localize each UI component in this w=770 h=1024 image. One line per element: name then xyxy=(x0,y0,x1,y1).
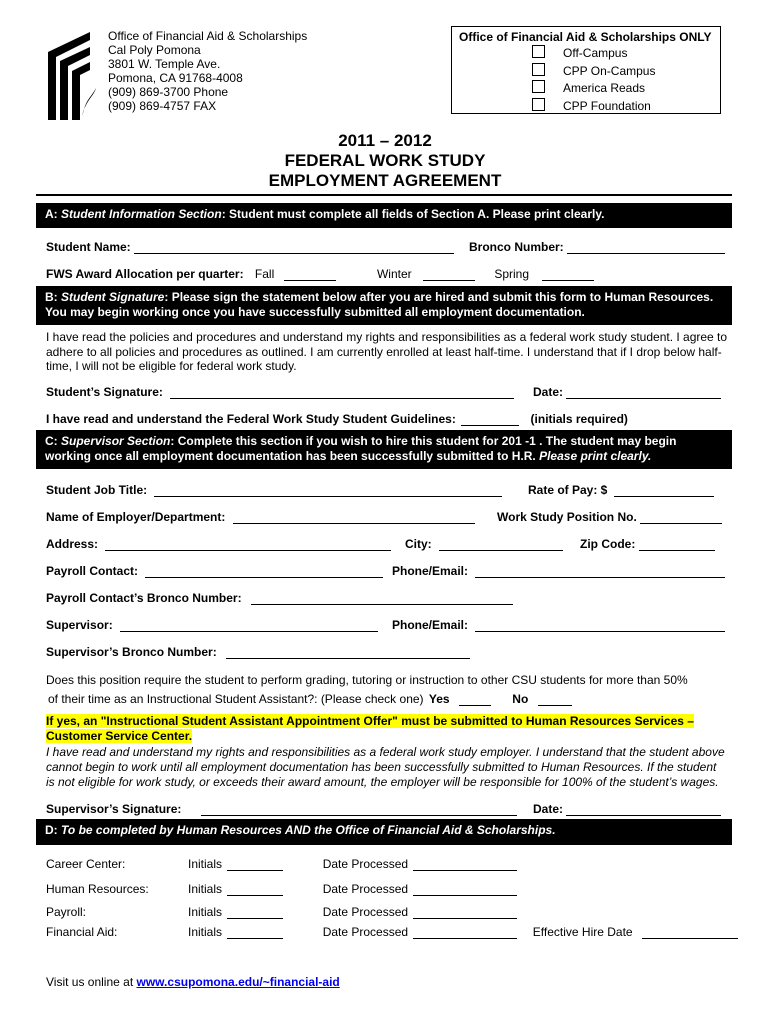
supervisor-row: Supervisor: xyxy=(46,618,378,632)
cpp-logo xyxy=(46,30,96,120)
section-a-header: A: Student Information Section: Student must complete all fields of Section A. Please print clearly. xyxy=(36,203,732,228)
bronco-number-row: Bronco Number: xyxy=(469,240,725,254)
student-date-row: Date: xyxy=(533,385,721,399)
zip-field[interactable] xyxy=(639,549,715,551)
supervisor-bronco-row: Supervisor’s Bronco Number: xyxy=(46,645,470,659)
date-processed-field[interactable] xyxy=(413,937,517,939)
supervisor-signature-row: Supervisor’s Signature: xyxy=(46,802,517,816)
office-name: Office of Financial Aid & Scholarships xyxy=(108,29,308,43)
office-address xyxy=(108,29,307,113)
initials-field[interactable] xyxy=(227,917,283,919)
checkbox[interactable] xyxy=(532,63,545,76)
office-only-title: Office of Financial Aid & Scholarships ONLY xyxy=(459,30,712,44)
student-date-field[interactable] xyxy=(566,397,721,399)
rate-of-pay-field[interactable] xyxy=(614,495,714,497)
fws-award-row: FWS Award Allocation per quarter: Fall Winter Spring xyxy=(46,267,594,281)
job-title-field[interactable] xyxy=(154,495,502,497)
bronco-number-field[interactable] xyxy=(567,252,725,254)
spring-field[interactable] xyxy=(542,279,594,281)
supervisor-date-row: Date: xyxy=(533,802,721,816)
office-fax: (909) 869-4757 FAX xyxy=(108,99,217,113)
supervisor-signature-field[interactable] xyxy=(201,814,517,816)
student-name-row: Student Name: xyxy=(46,240,454,254)
initials-field[interactable] xyxy=(227,937,283,939)
employer-row: Name of Employer/Department: xyxy=(46,510,475,524)
office-school: Cal Poly Pomona xyxy=(108,43,201,57)
payroll-contact-row: Payroll Contact: xyxy=(46,564,383,578)
payroll-phone-field[interactable] xyxy=(475,576,725,578)
payroll-contact-field[interactable] xyxy=(145,576,383,578)
position-no-field[interactable] xyxy=(640,522,722,524)
city-row: City: xyxy=(405,537,563,551)
office-only-option[interactable]: America Reads xyxy=(532,80,655,98)
section-b-header: B: Student Signature: Please sign the statement below after you are hired and submit this form to Human Resources. You may begin working once you have successfully submitted all employment documentation. xyxy=(36,286,732,325)
zip-row: Zip Code: xyxy=(580,537,715,551)
rate-of-pay-row: Rate of Pay: $ xyxy=(528,483,714,497)
initials-field[interactable] xyxy=(227,869,283,871)
supervisor-field[interactable] xyxy=(120,630,378,632)
employer-field[interactable] xyxy=(233,522,475,524)
processing-row: Human Resources: Initials Date Processed xyxy=(46,882,517,896)
date-processed-field[interactable] xyxy=(413,869,517,871)
isa-question-choice: of their time as an Instructional Student Assistant?: (Please check one) Yes No xyxy=(48,692,572,706)
job-title-row: Student Job Title: xyxy=(46,483,502,497)
section-c-header: C: Supervisor Section: Complete this section if you wish to hire this student for 201 -1 . The student may begin working once all employment documentation has been successfully submitted to H.R. Please print clearly. xyxy=(36,430,732,469)
effective-hire-date-field[interactable] xyxy=(642,937,738,939)
supervisor-phone-row: Phone/Email: xyxy=(392,618,725,632)
yes-field[interactable] xyxy=(459,704,491,706)
supervisor-date-field[interactable] xyxy=(566,814,721,816)
payroll-bronco-field[interactable] xyxy=(251,603,513,605)
checkbox[interactable] xyxy=(532,45,545,58)
student-name-field[interactable] xyxy=(134,252,454,254)
checkbox[interactable] xyxy=(532,80,545,93)
payroll-phone-row: Phone/Email: xyxy=(392,564,725,578)
student-signature-row: Student’s Signature: xyxy=(46,385,514,399)
winter-field[interactable] xyxy=(423,279,475,281)
office-only-option[interactable]: CPP On-Campus xyxy=(532,63,655,81)
footer: Visit us online at www.csupomona.edu/~financial-aid xyxy=(46,975,340,989)
guidelines-row: I have read and understand the Federal Work Study Student Guidelines: (initials required) xyxy=(46,412,628,426)
address-row: Address: xyxy=(46,537,391,551)
processing-row: Financial Aid: Initials Date Processed Effective Hire Date xyxy=(46,925,738,939)
office-street: 3801 W. Temple Ave. xyxy=(108,57,221,71)
processing-row: Payroll: Initials Date Processed xyxy=(46,905,517,919)
office-phone: (909) 869-3700 Phone xyxy=(108,85,229,99)
date-processed-field[interactable] xyxy=(413,917,517,919)
office-only-option[interactable]: Off-Campus xyxy=(532,45,655,63)
supervisor-bronco-field[interactable] xyxy=(226,657,470,659)
payroll-bronco-row: Payroll Contact’s Bronco Number: xyxy=(46,591,513,605)
initials-field[interactable] xyxy=(227,894,283,896)
form-title: 2011 – 2012 FEDERAL WORK STUDY EMPLOYMENT AGREEMENT xyxy=(268,131,502,190)
employer-statement: I have read and understand my rights and responsibilities as a federal work study employer. I understand that the student above cannot begin to work until all employment documentation has been successfully submitted to Human Resources. If the student is not eligible for work study, or exceeds their award amount, the employer will be responsible for 100% of the student’s wages. xyxy=(46,745,725,789)
isa-notice: If yes, an "Instructional Student Assistant Appointment Offer" must be submitted to Human Resources Services – Customer Service Center. xyxy=(46,714,694,743)
isa-question: Does this position require the student to perform grading, tutoring or instruction to other CSU students for more than 50% xyxy=(46,673,688,687)
processing-row: Career Center: Initials Date Processed xyxy=(46,857,517,871)
title-rule xyxy=(36,194,732,196)
position-no-row: Work Study Position No. xyxy=(497,510,722,524)
student-agreement-text: I have read the policies and procedures and understand my rights and responsibilities as a federal work study student. I agree to adhere to all policies and procedures as outlined. I am currently enrolled at least half-time. I understand that if I drop below half- time, I will not be eligible for federal work study. xyxy=(46,330,728,373)
student-signature-field[interactable] xyxy=(170,397,514,399)
office-only-option[interactable]: CPP Foundation xyxy=(532,98,655,116)
office-city: Pomona, CA 91768-4008 xyxy=(108,71,243,85)
supervisor-phone-field[interactable] xyxy=(475,630,725,632)
date-processed-field[interactable] xyxy=(413,894,517,896)
no-field[interactable] xyxy=(538,704,572,706)
fall-field[interactable] xyxy=(284,279,336,281)
office-only-box xyxy=(451,26,721,114)
website-link[interactable]: www.csupomona.edu/~financial-aid xyxy=(136,975,340,989)
section-d-header: D: To be completed by Human Resources AND the Office of Financial Aid & Scholarships. xyxy=(36,819,732,845)
city-field[interactable] xyxy=(439,549,563,551)
guidelines-initials-field[interactable] xyxy=(461,424,519,426)
checkbox[interactable] xyxy=(532,98,545,111)
address-field[interactable] xyxy=(105,549,391,551)
